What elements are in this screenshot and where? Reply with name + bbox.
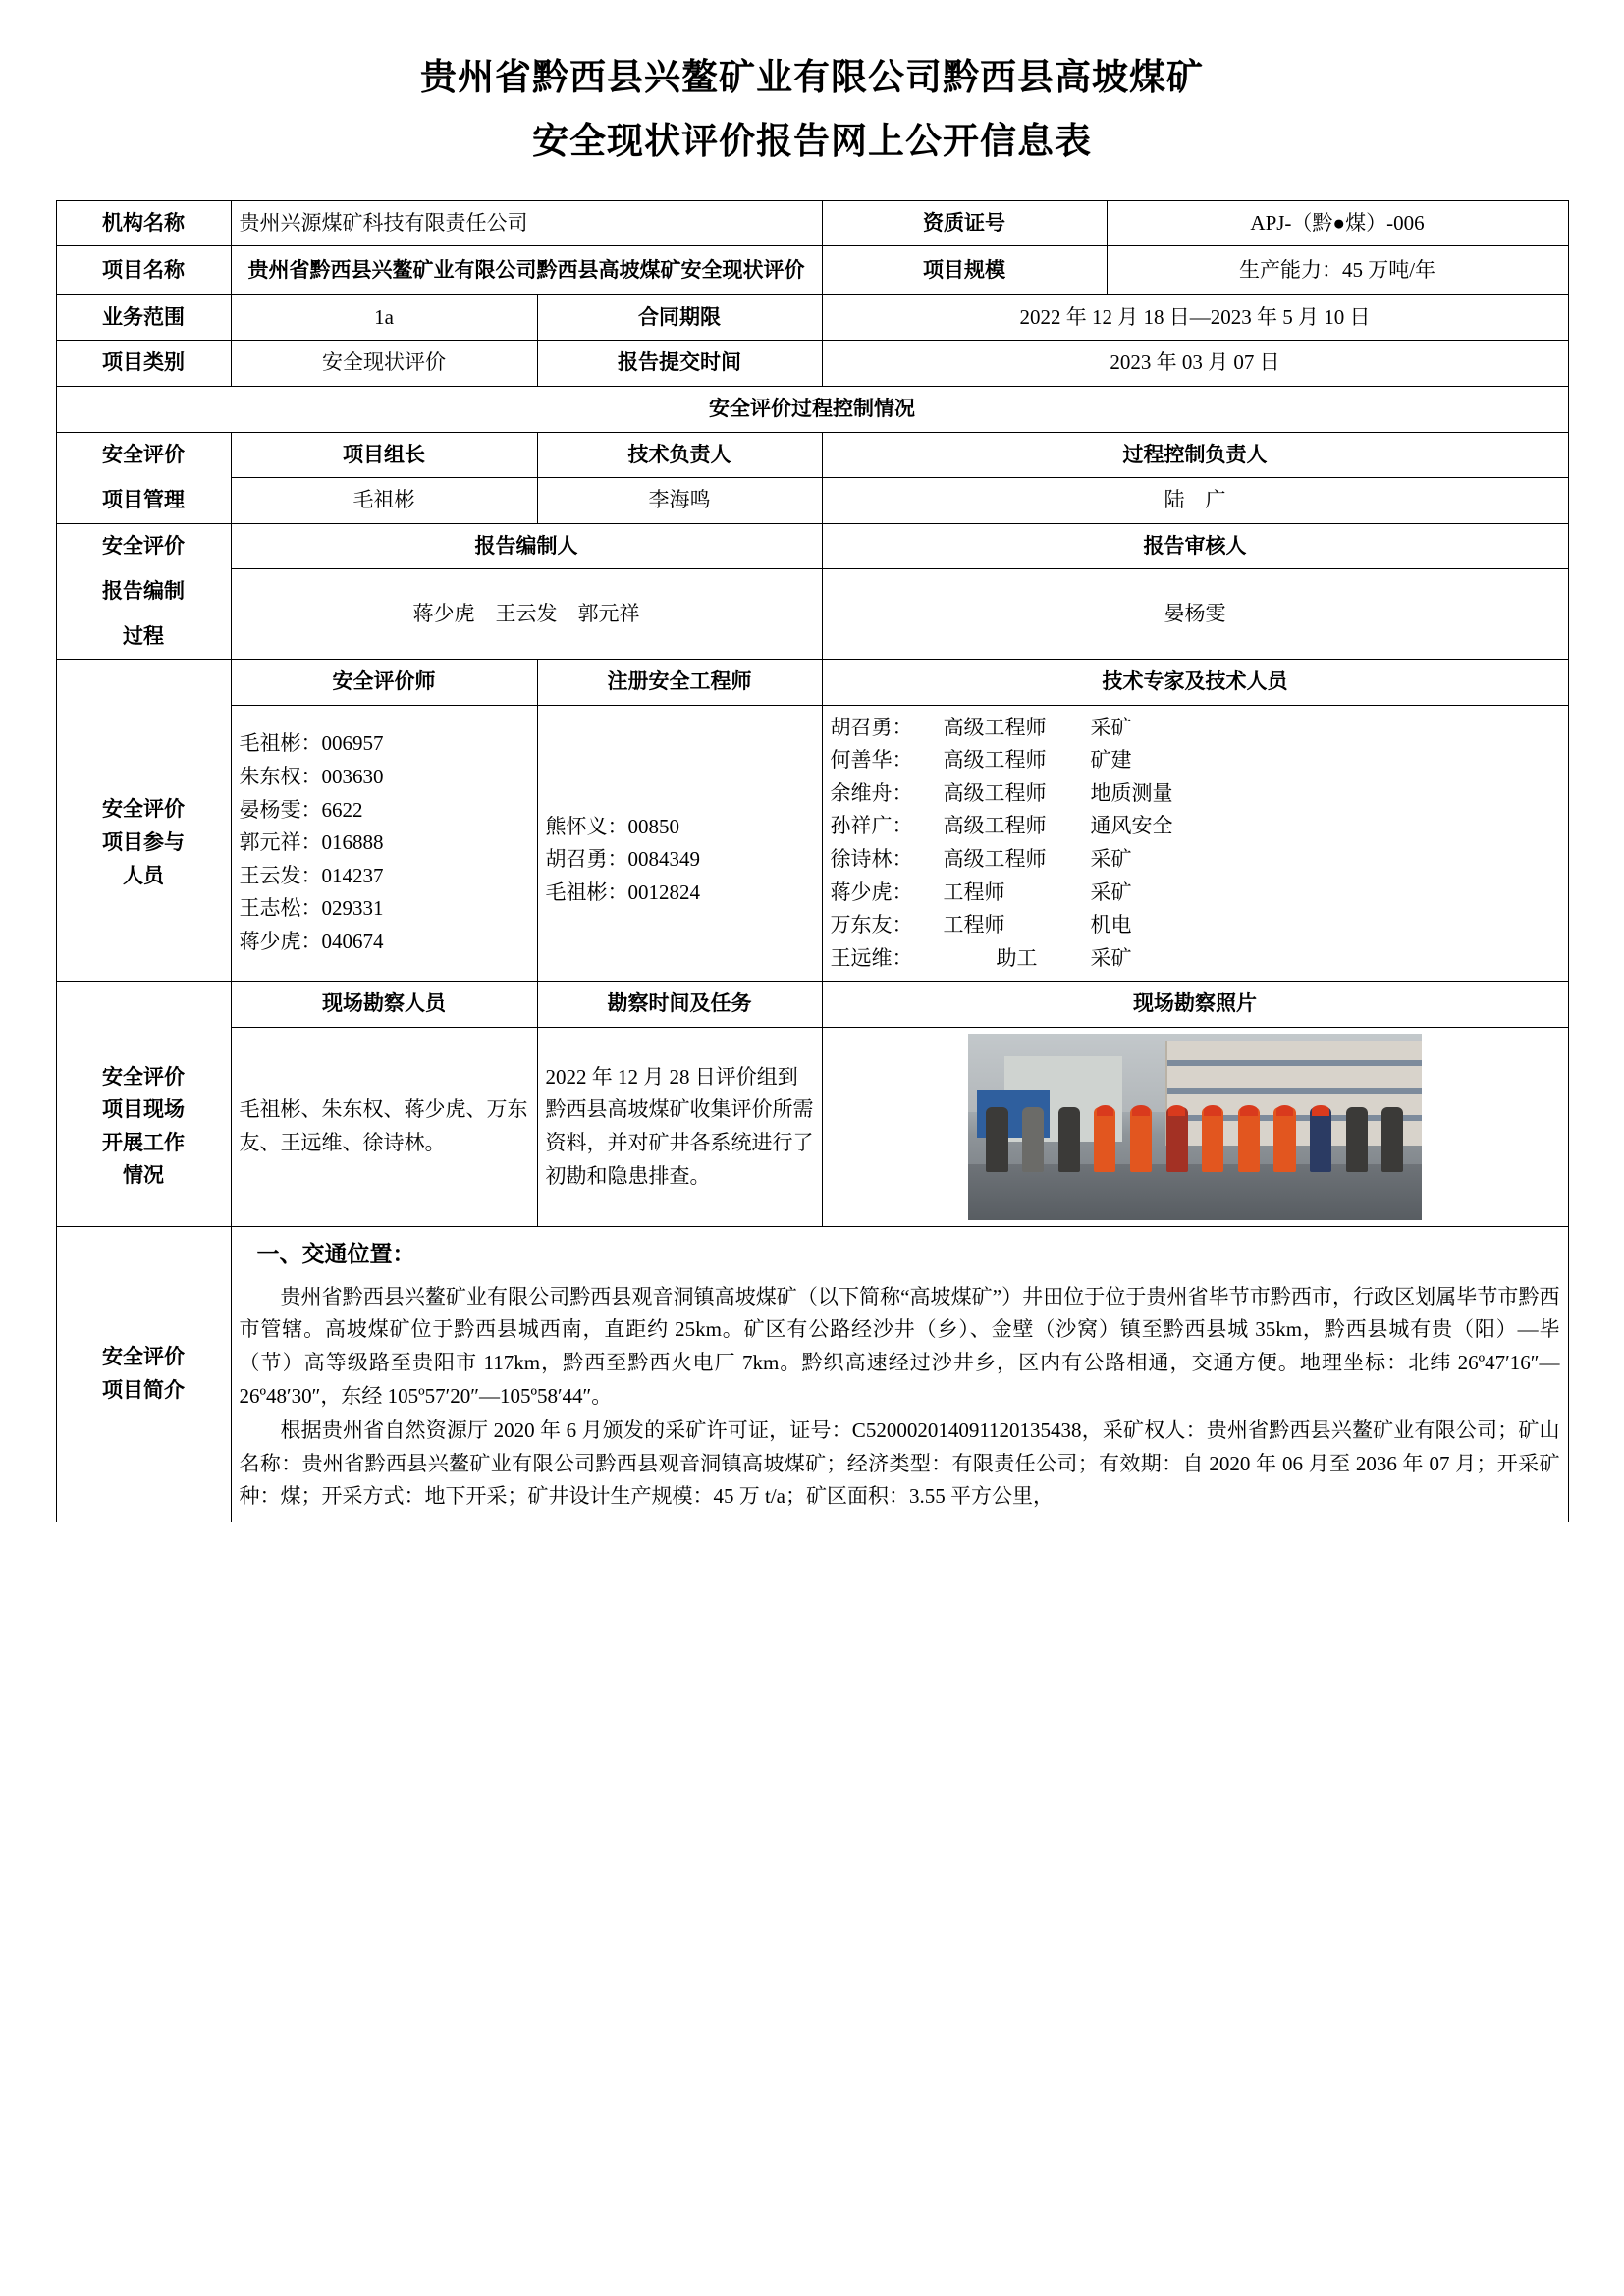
table-row (56, 478, 1568, 524)
expert-title: 高级工程师 (943, 847, 1047, 872)
project-scale-label: 项目规模 (822, 246, 1107, 295)
table-row (56, 1028, 1568, 1227)
survey-people-value: 毛祖彬、朱东权、蒋少虎、万东友、王远维、徐诗林。 (231, 1028, 537, 1227)
expert-title: 高级工程师 (943, 748, 1047, 773)
report-label-line1: 安全评价 (56, 523, 231, 569)
experts-list (822, 705, 1568, 982)
list-item (831, 942, 1560, 976)
participants-label-line2: 项目参与 (102, 830, 185, 855)
list-item (831, 909, 1560, 942)
survey-task-value: 2022 年 12 月 28 日评价组到黔西县高坡煤矿收集评价所需资料，并对矿井各系统进行了初勘和隐患排查。 (537, 1028, 822, 1227)
org-name-label: 机构名称 (56, 200, 231, 246)
participants-label-spacer (56, 660, 231, 706)
list-item: 朱东权：003630 (239, 765, 384, 789)
leader-value: 毛祖彬 (231, 478, 537, 524)
tech-leader-value: 李海鸣 (537, 478, 822, 524)
expert-field: 机电 (1090, 913, 1132, 937)
list-item: 胡召勇：0084349 (545, 847, 700, 872)
table-row (56, 246, 1568, 295)
expert-title: 助工 (996, 945, 1038, 970)
list-item: 蒋少虎：040674 (239, 930, 384, 954)
list-item: 郭元祥：016888 (239, 830, 384, 855)
expert-field: 采矿 (1090, 847, 1132, 872)
expert-title: 高级工程师 (943, 814, 1047, 838)
expert-name: 孙祥广： (830, 814, 913, 838)
survey-label-line1: 安全评价 (102, 1064, 185, 1089)
public-info-table (56, 200, 1569, 1522)
expert-title: 工程师 (943, 913, 1005, 937)
experts-header: 技术专家及技术人员 (822, 660, 1568, 706)
participants-row-label (56, 705, 231, 982)
cert-label: 资质证号 (822, 200, 1107, 246)
list-item: 王云发：014237 (239, 863, 384, 887)
business-scope-value: 1a (231, 294, 537, 341)
assessor-header: 安全评价师 (231, 660, 537, 706)
table-row (56, 432, 1568, 478)
table-row (56, 523, 1568, 569)
process-control-label: 过程控制负责人 (822, 432, 1568, 478)
assessor-list (231, 705, 537, 982)
survey-label-spacer (56, 982, 231, 1028)
submit-time-value: 2023 年 03 月 07 日 (822, 341, 1568, 387)
mgmt-label-line1: 安全评价 (56, 432, 231, 478)
expert-name: 胡召勇： (830, 715, 913, 739)
site-survey-photo (968, 1034, 1422, 1220)
project-type-label: 项目类别 (56, 341, 231, 387)
expert-name: 蒋少虎： (830, 880, 913, 904)
report-label-line2: 报告编制 (56, 569, 231, 614)
list-item: 毛祖彬：0012824 (545, 880, 700, 904)
expert-title: 高级工程师 (943, 780, 1047, 805)
list-item: 晏杨雯：6622 (239, 797, 363, 822)
list-item: 毛祖彬：006957 (239, 731, 384, 756)
report-writer-value: 蒋少虎 王云发 郭元祥 (231, 569, 822, 660)
contract-label: 合同期限 (537, 294, 822, 341)
report-writer-label: 报告编制人 (231, 523, 822, 569)
document-title (0, 0, 1624, 175)
project-name-value: 贵州省黔西县兴鳌矿业有限公司黔西县高坡煤矿安全现状评价 (231, 246, 822, 295)
list-item (831, 777, 1560, 811)
survey-label-line2: 项目现场 (102, 1097, 185, 1122)
list-item: 王志松：029331 (239, 896, 384, 921)
report-reviewer-label: 报告审核人 (822, 523, 1568, 569)
registered-engineer-list (537, 705, 822, 982)
list-item (831, 712, 1560, 745)
summary-row-label (56, 1227, 231, 1522)
report-label-line3: 过程 (56, 614, 231, 660)
expert-name: 万东友： (830, 913, 913, 937)
title-line-1: 贵州省黔西县兴鳌矿业有限公司黔西县高坡煤矿 (420, 58, 1204, 98)
table-row (56, 1227, 1568, 1522)
table-row (56, 569, 1568, 614)
business-scope-label: 业务范围 (56, 294, 231, 341)
table-row (56, 200, 1568, 246)
summary-heading: 一、交通位置： (256, 1242, 415, 1267)
expert-field: 地质测量 (1090, 780, 1173, 805)
tech-leader-label: 技术负责人 (537, 432, 822, 478)
summary-paragraph: 根据贵州省自然资源厅 2020 年 6 月颁发的采矿许可证，证号：C520002014091120135438，采矿权人：贵州省黔西县兴鳌矿业有限公司；矿山名称：贵州省黔西县兴鳌矿业有限公司黔西县观音洞镇高坡煤矿；经济类型：有限责任公司；有效期：自 2020 年 06 月至 2036 年 07 月；开采矿种：煤；开采方式：地下开采；矿井设计生产规模：45 万 t/a；矿区面积：3.55 平方公里， (239, 1418, 1560, 1509)
summary-label-line2: 项目简介 (102, 1378, 185, 1402)
expert-name: 徐诗林： (830, 847, 913, 872)
survey-row-label (56, 1028, 231, 1227)
table-row (56, 705, 1568, 982)
project-name-label: 项目名称 (56, 246, 231, 295)
table-row (56, 387, 1568, 433)
leader-label: 项目组长 (231, 432, 537, 478)
expert-name: 余维舟： (830, 780, 913, 805)
submit-time-label: 报告提交时间 (537, 341, 822, 387)
process-control-value: 陆 广 (822, 478, 1568, 524)
expert-name: 王远维： (830, 945, 913, 970)
report-reviewer-value: 晏杨雯 (822, 569, 1568, 660)
contract-value: 2022 年 12 月 18 日—2023 年 5 月 10 日 (822, 294, 1568, 341)
org-name-value: 贵州兴源煤矿科技有限责任公司 (231, 200, 822, 246)
summary-paragraph: 贵州省黔西县兴鳌矿业有限公司黔西县观音洞镇高坡煤矿（以下简称“高坡煤矿”）井田位于位于贵州省毕节市黔西市，行政区划属毕节市黔西市管辖。高坡煤矿位于黔西县城西南，直距约 25km。矿区有公路经沙井（乡）、金壁（沙窝）镇至黔西县城 35km，黔西县城有贵（阳）—毕（节）高等级路至贵阳市 117km，黔西至黔西火电厂 7km。黔织高速经过沙井乡，区内有公路相通，交通方便。地理坐标：北纬 26º47′16″—26º48′30″，东经 105º57′20″—105º58′44″。 (239, 1284, 1560, 1408)
expert-field: 采矿 (1090, 880, 1132, 904)
registered-engineer-header: 注册安全工程师 (537, 660, 822, 706)
cert-value: APJ-（黔●煤）-006 (1107, 200, 1568, 246)
table-row (56, 982, 1568, 1028)
list-item (831, 744, 1560, 777)
participants-label-line1: 安全评价 (102, 797, 185, 822)
participants-label-line3: 人员 (123, 863, 164, 887)
survey-photo-header: 现场勘察照片 (822, 982, 1568, 1028)
list-item: 熊怀义：00850 (545, 814, 679, 838)
expert-field: 矿建 (1090, 748, 1132, 773)
project-scale-value: 生产能力：45 万吨/年 (1107, 246, 1568, 295)
process-section-title: 安全评价过程控制情况 (56, 387, 1568, 433)
title-line-2: 安全现状评价报告网上公开信息表 (532, 121, 1092, 162)
survey-task-header: 勘察时间及任务 (537, 982, 822, 1028)
survey-label-line3: 开展工作 (102, 1130, 185, 1154)
project-type-value: 安全现状评价 (231, 341, 537, 387)
summary-content (231, 1227, 1568, 1522)
list-item (831, 877, 1560, 910)
expert-field: 采矿 (1090, 945, 1132, 970)
survey-label-line4: 情况 (123, 1163, 164, 1188)
table-row (56, 294, 1568, 341)
summary-label-line1: 安全评价 (102, 1345, 185, 1369)
expert-title: 工程师 (943, 880, 1005, 904)
mgmt-label-line2: 项目管理 (56, 478, 231, 524)
expert-field: 采矿 (1090, 715, 1132, 739)
list-item (831, 843, 1560, 877)
expert-name: 何善华： (830, 748, 913, 773)
expert-field: 通风安全 (1090, 814, 1173, 838)
list-item (831, 810, 1560, 843)
table-row (56, 660, 1568, 706)
survey-photo-cell (822, 1028, 1568, 1227)
table-row (56, 341, 1568, 387)
survey-people-header: 现场勘察人员 (231, 982, 537, 1028)
expert-title: 高级工程师 (943, 715, 1047, 739)
